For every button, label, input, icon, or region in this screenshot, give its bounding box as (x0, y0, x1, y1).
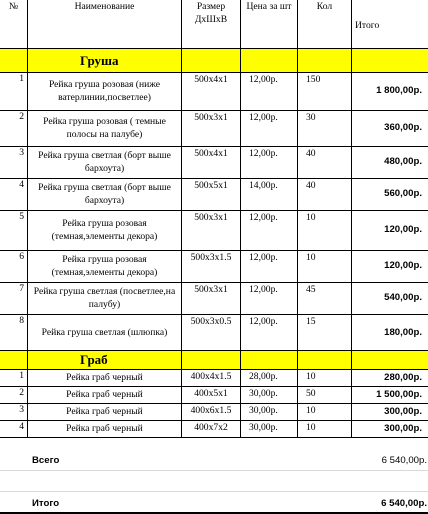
row-name: Рейка граб черный (27, 387, 182, 404)
row-total: 1 500,00р. (352, 387, 428, 404)
header-name: Наименование (27, 0, 182, 48)
row-total: 360,00р. (352, 111, 428, 147)
group-title: Груша (27, 48, 182, 73)
row-total: 560,00р. (352, 179, 428, 211)
row-total: 300,00р. (352, 404, 428, 421)
row-total: 120,00р. (352, 251, 428, 283)
total-label: Итого (32, 497, 60, 509)
row-qty: 10 (298, 404, 352, 421)
header-number: № (8, 1, 19, 12)
row-qty: 10 (298, 211, 352, 251)
row-number: 7 (0, 283, 27, 315)
row-name: Рейка груша светлая (борт выше бархоута) (27, 147, 182, 179)
row-number: 4 (0, 421, 27, 438)
row-number: 8 (0, 315, 27, 353)
row-total: 120,00р. (352, 211, 428, 251)
row-price: 12,00р. (241, 283, 298, 315)
subtotal-label: Всего (32, 454, 60, 466)
gridline (0, 491, 428, 492)
group-divider (241, 350, 298, 370)
row-size: 500х4х1 (182, 147, 241, 179)
row-name: Рейка граб черный (27, 370, 182, 387)
row-price: 12,00р. (241, 251, 298, 283)
row-total: 280,00р. (352, 370, 428, 387)
group-divider (241, 48, 298, 73)
row-size: 500х3х1 (182, 283, 241, 315)
row-qty: 40 (298, 147, 352, 179)
row-price: 28,00р. (241, 370, 298, 387)
row-total: 540,00р. (352, 283, 428, 315)
row-number: 2 (0, 387, 27, 404)
row-size: 500х3х0.5 (182, 315, 241, 353)
row-name: Рейка груша розовая (ниже ватерлинии,посветлее) (27, 73, 182, 111)
row-qty: 30 (298, 111, 352, 147)
row-price: 12,00р. (241, 111, 298, 147)
row-number: 1 (0, 370, 27, 387)
row-number: 2 (0, 111, 27, 147)
subtotal-value: 6 540,00р. (381, 454, 427, 466)
row-number: 3 (0, 404, 27, 421)
row-total: 300,00р. (352, 421, 428, 438)
group-title: Граб (27, 350, 182, 370)
row-qty: 10 (298, 370, 352, 387)
group-divider (298, 350, 352, 370)
row-qty: 50 (298, 387, 352, 404)
row-qty: 40 (298, 179, 352, 211)
header-price: Цена за шт (241, 0, 298, 48)
row-price: 30,00р. (241, 404, 298, 421)
row-size: 400х7х2 (182, 421, 241, 438)
row-name: Рейка граб черный (27, 421, 182, 438)
row-total: 480,00р. (352, 147, 428, 179)
row-qty: 10 (298, 421, 352, 438)
row-number: 4 (0, 179, 27, 211)
row-name: Рейка груша светлая (шлюпка) (27, 315, 182, 353)
row-qty: 10 (298, 251, 352, 283)
group-divider (298, 48, 352, 73)
row-number: 5 (0, 211, 27, 251)
row-size: 500х3х1.5 (182, 251, 241, 283)
row-number: 3 (0, 147, 27, 179)
group-divider (182, 350, 241, 370)
row-price: 12,00р. (241, 211, 298, 251)
row-size: 400х5х1 (182, 387, 241, 404)
row-size: 500х5х1 (182, 179, 241, 211)
row-size: 500х3х1 (182, 111, 241, 147)
row-number: 1 (0, 73, 27, 111)
gridline (0, 470, 428, 471)
row-name: Рейка груша светлая (борт выше бархоута) (27, 179, 182, 211)
row-size: 500х3х1 (182, 211, 241, 251)
row-name: Рейка груша розовая (темная,элементы декора) (27, 251, 182, 283)
row-total: 1 800,00р. (352, 73, 428, 111)
header-size: Размер ДхШхВ (182, 0, 241, 48)
row-name: Рейка груша светлая (посветлее,на палубу) (27, 283, 182, 315)
row-price: 12,00р. (241, 73, 298, 111)
total-value: 6 540,00р. (381, 497, 427, 509)
row-size: 400х4х1.5 (182, 370, 241, 387)
row-qty: 15 (298, 315, 352, 353)
row-qty: 150 (298, 73, 352, 111)
row-size: 400х6х1.5 (182, 404, 241, 421)
row-total: 180,00р. (352, 315, 428, 353)
row-price: 30,00р. (241, 387, 298, 404)
header-total: Итого (355, 19, 380, 31)
row-name: Рейка груша розовая ( темные полосы на палубе) (27, 111, 182, 147)
row-price: 12,00р. (241, 315, 298, 353)
row-name: Рейка граб черный (27, 404, 182, 421)
row-name: Рейка груша розовая (темная,элементы декора) (27, 211, 182, 251)
row-size: 500х4х1 (182, 73, 241, 111)
group-divider (182, 48, 241, 73)
row-qty: 45 (298, 283, 352, 315)
row-price: 14,00р. (241, 179, 298, 211)
row-price: 12,00р. (241, 147, 298, 179)
row-number: 6 (0, 251, 27, 283)
header-qty: Кол (298, 0, 352, 48)
row-price: 30,00р. (241, 421, 298, 438)
